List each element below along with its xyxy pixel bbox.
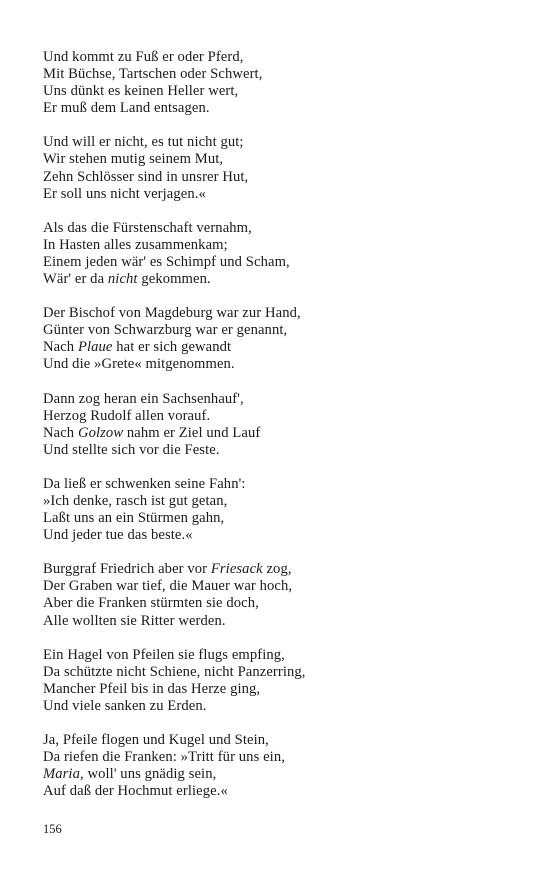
verse-text: Ja, Pfeile flogen und Kugel und Stein, xyxy=(43,732,269,748)
verse-line xyxy=(43,595,523,612)
poem-body xyxy=(43,49,523,817)
verse-text: Laßt uns an ein Stürmen gahn, xyxy=(43,510,225,527)
stanza xyxy=(43,561,523,629)
verse-text: hat er sich gewandt xyxy=(112,339,232,356)
verse-text: Dann zog heran ein Sachsenhauf', xyxy=(43,390,244,407)
verse-line xyxy=(43,220,523,237)
verse-text: Und stellte sich vor die Feste. xyxy=(43,441,220,458)
verse-text: Da ließ er schwenken seine Fahn': xyxy=(43,475,246,492)
verse-text: Als das die Fürstenschaft vernahm, xyxy=(43,219,252,236)
verse-line xyxy=(43,613,523,630)
verse-text: Und die »Grete« mitgenommen. xyxy=(43,356,235,373)
verse-line xyxy=(43,169,523,186)
stanza xyxy=(43,647,523,715)
verse-line xyxy=(43,561,523,578)
verse-text: nahm er Ziel und Lauf xyxy=(123,424,261,441)
verse-text: , woll' uns gnädig sein, xyxy=(79,766,217,783)
verse-text: Der Bischof von Magdeburg war zur Hand, xyxy=(43,305,301,322)
italic-text: Golzow xyxy=(77,424,124,441)
verse-line xyxy=(43,408,523,425)
italic-text: Friesack xyxy=(210,561,263,578)
stanza xyxy=(43,391,523,459)
verse-line xyxy=(43,237,523,254)
verse-text: Alle wollten sie Ritter werden. xyxy=(43,612,226,629)
verse-line xyxy=(43,749,523,766)
verse-line xyxy=(43,391,523,408)
italic-text: nicht xyxy=(107,271,138,288)
verse-line xyxy=(43,664,523,681)
verse-text: Nach xyxy=(43,339,78,356)
verse-line xyxy=(43,732,523,749)
verse-text: Burggraf Friedrich aber vor xyxy=(43,561,211,578)
verse-text: Herzog Rudolf allen vorauf. xyxy=(43,407,211,424)
verse-text: Uns dünkt es keinen Heller wert, xyxy=(43,83,239,100)
stanza xyxy=(43,305,523,373)
verse-text: Einem jeden wär' es Schimpf und Scham, xyxy=(43,253,290,270)
verse-line xyxy=(43,698,523,715)
verse-text: Und will er nicht, es tut nicht gut; xyxy=(43,134,244,151)
stanza xyxy=(43,476,523,544)
verse-line xyxy=(43,647,523,664)
verse-line xyxy=(43,134,523,151)
verse-text: Aber die Franken stürmten sie doch, xyxy=(43,595,259,612)
verse-line xyxy=(43,766,523,783)
verse-text: Er muß dem Land entsagen. xyxy=(43,100,210,117)
verse-text: Mancher Pfeil bis in das Herze ging, xyxy=(43,680,261,697)
italic-text: Maria xyxy=(43,766,80,783)
verse-line xyxy=(43,493,523,510)
verse-text: gekommen. xyxy=(137,271,211,288)
stanza xyxy=(43,134,523,202)
verse-text: Er soll uns nicht verjagen.« xyxy=(43,185,206,202)
verse-text: Mit Büchse, Tartschen oder Schwert, xyxy=(43,66,263,83)
verse-text: Und kommt zu Fuß er oder Pferd, xyxy=(43,49,244,65)
verse-line xyxy=(43,681,523,698)
verse-line xyxy=(43,527,523,544)
verse-line xyxy=(43,510,523,527)
verse-line xyxy=(43,83,523,100)
verse-text: Zehn Schlösser sind in unsrer Hut, xyxy=(43,168,249,185)
verse-line xyxy=(43,186,523,203)
verse-line xyxy=(43,151,523,168)
verse-text: Auf daß der Hochmut erliege.« xyxy=(43,783,228,800)
verse-line xyxy=(43,254,523,271)
verse-text: Und viele sanken zu Erden. xyxy=(43,697,207,714)
stanza xyxy=(43,220,523,288)
stanza xyxy=(43,732,523,800)
verse-text: »Ich denke, rasch ist gut getan, xyxy=(43,492,228,509)
verse-line xyxy=(43,425,523,442)
verse-text: Ein Hagel von Pfeilen sie flugs empfing, xyxy=(43,646,285,663)
italic-text: Plaue xyxy=(77,339,113,356)
verse-line xyxy=(43,271,523,288)
verse-line xyxy=(43,476,523,493)
verse-line xyxy=(43,783,523,800)
verse-line xyxy=(43,578,523,595)
verse-line xyxy=(43,66,523,83)
verse-line xyxy=(43,100,523,117)
verse-line xyxy=(43,305,523,322)
verse-line xyxy=(43,49,523,66)
verse-text: In Hasten alles zusammenkam; xyxy=(43,236,228,253)
verse-line xyxy=(43,322,523,339)
verse-text: Wär' er da xyxy=(43,271,108,288)
page-number: 156 xyxy=(43,822,62,836)
verse-text: Wir stehen mutig seinem Mut, xyxy=(43,151,224,168)
verse-text: Da riefen die Franken: »Tritt für uns ein, xyxy=(43,749,285,766)
stanza xyxy=(43,49,523,117)
verse-line xyxy=(43,442,523,459)
verse-text: Und jeder tue das beste.« xyxy=(43,527,193,544)
verse-text: Der Graben war tief, die Mauer war hoch, xyxy=(43,578,293,595)
verse-text: Nach xyxy=(43,424,78,441)
verse-line xyxy=(43,356,523,373)
verse-text: Da schützte nicht Schiene, nicht Panzerring, xyxy=(43,663,306,680)
verse-line xyxy=(43,339,523,356)
verse-text: zog, xyxy=(262,561,292,578)
verse-text: Günter von Schwarzburg war er genannt, xyxy=(43,322,288,339)
